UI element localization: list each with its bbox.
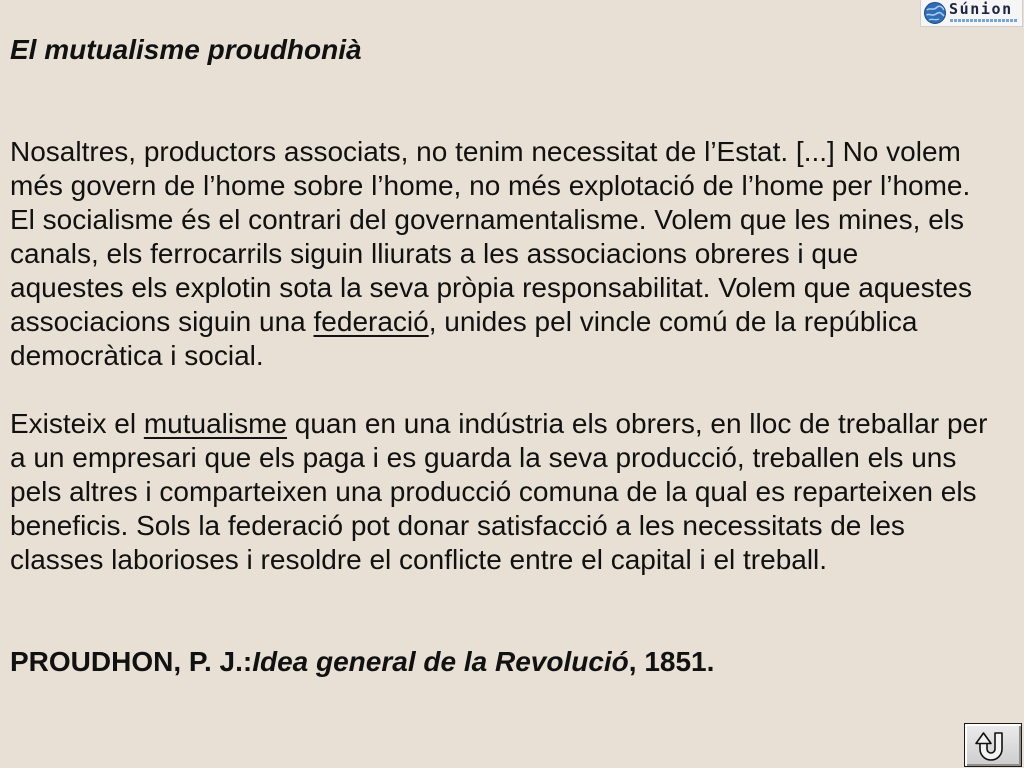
term-link-mutualisme[interactable]: mutualisme: [143, 408, 287, 439]
text-segment: quan en una indústria els obrers, en lloc de treballar per: [287, 408, 988, 439]
source-citation: [10, 645, 714, 679]
citation-year: , 1851.: [628, 646, 715, 677]
text-line: beneficis. Sols la federació pot donar satisfacció a les necessitats de les: [10, 510, 905, 541]
logo-tagline-mark: [950, 19, 1018, 22]
text-line: El socialisme és el contrari del governamentalisme. Volem que les mines, els: [10, 204, 964, 235]
text-line: més govern de l’home sobre l’home, no més explotació de l’home per l’home.: [10, 170, 971, 201]
text-line: [10, 407, 987, 441]
slide-title: El mutualisme proudhonià: [10, 34, 362, 65]
paragraph-quote-1: [10, 135, 972, 373]
text-segment: Existeix el: [10, 408, 144, 439]
text-line: aquestes els explotin sota la seva pròpia responsabilitat. Volem que aquestes: [10, 272, 972, 303]
citation-work-title: Idea general de la Revolució: [252, 646, 629, 677]
u-turn-return-icon: [965, 724, 1021, 766]
text-segment: , unides pel vincle comú de la república: [428, 306, 918, 337]
sunion-logo: [920, 0, 1023, 27]
text-line: canals, els ferrocarrils siguin lliurats a les associacions obreres i que: [10, 238, 859, 269]
globe-icon: [924, 2, 946, 24]
term-link-federacio[interactable]: federació: [313, 306, 429, 337]
text-segment: associacions siguin una: [10, 306, 314, 337]
return-button[interactable]: [964, 723, 1022, 767]
text-line: a un empresari que els paga i es guarda la seva producció, treballen els uns: [10, 442, 957, 473]
logo-wordmark: Súnion: [949, 0, 1013, 18]
text-line: classes laborioses i resoldre el conflicte entre el capital i el treball.: [10, 544, 828, 575]
text-line: Nosaltres, productors associats, no tenim necessitat de l’Estat. [...] No volem: [10, 136, 961, 167]
text-line: [10, 305, 972, 339]
citation-author: PROUDHON, P. J.:: [10, 646, 253, 677]
text-line: pels altres i comparteixen una producció comuna de la qual es reparteixen els: [10, 476, 977, 507]
paragraph-quote-2: [10, 407, 987, 577]
text-line: democràtica i social.: [10, 340, 264, 371]
